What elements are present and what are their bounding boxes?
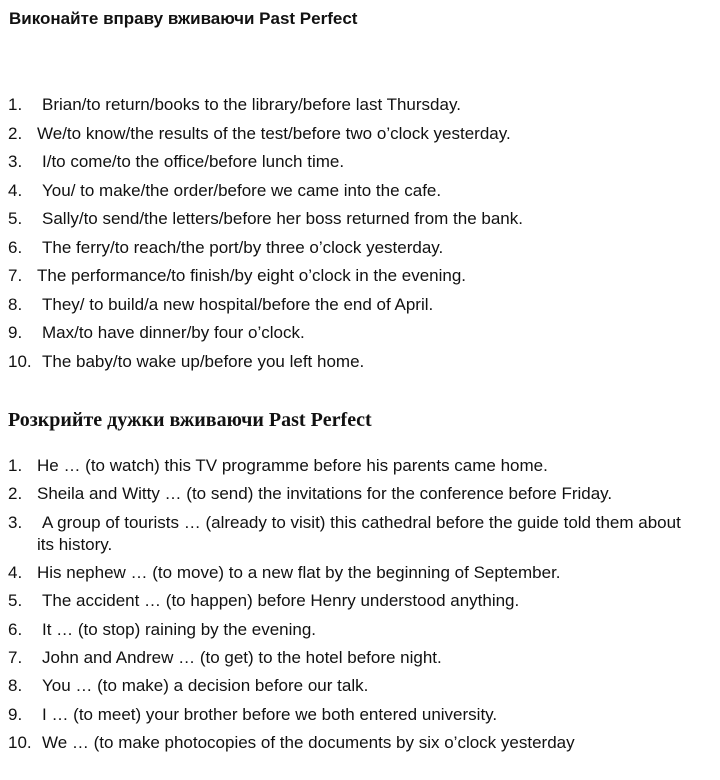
item-number: 4. [8, 180, 23, 200]
item-number: 5. [8, 591, 23, 611]
list-item [8, 180, 707, 209]
item-text: You … (to make) a decision before our talk. [42, 676, 369, 696]
list-item [8, 483, 707, 511]
item-number: 3. [8, 152, 23, 171]
item-number: 5. [8, 209, 23, 228]
exercise-1-list [8, 94, 707, 379]
list-item [8, 704, 707, 732]
item-text: We/to know/the results of the test/before two o’clock yesterday. [37, 123, 511, 143]
item-text: He … (to watch) this TV programme before his parents came home. [37, 456, 548, 475]
item-number: 9. [8, 704, 23, 724]
item-number: 6. [8, 237, 23, 257]
item-number: 1. [8, 456, 23, 475]
item-number: 9. [8, 323, 23, 342]
list-item [8, 123, 707, 152]
item-text: We … (to make photocopies of the documents by six o’clock yesterday [42, 733, 575, 753]
item-number: 6. [8, 619, 23, 639]
exercise-2-title: Розкрийте дужки вживаючи Past Perfect [8, 409, 372, 431]
item-number: 10. [8, 733, 32, 753]
item-number: 8. [8, 676, 23, 696]
item-number: 1. [8, 95, 23, 114]
exercise-1-title: Виконайте вправу вживаючи Past Perfect [9, 9, 358, 28]
item-number: 2. [8, 123, 23, 143]
item-number: 10. [8, 351, 32, 371]
list-item [8, 647, 707, 675]
item-text: The baby/to wake up/before you left home. [42, 351, 365, 371]
item-text: It … (to stop) raining by the evening. [42, 619, 317, 639]
list-item [8, 562, 707, 590]
item-text: The accident … (to happen) before Henry understood anything. [42, 591, 520, 611]
list-item [8, 732, 707, 760]
item-number: 7. [8, 266, 23, 285]
item-text: John and Andrew … (to get) to the hotel before night. [42, 647, 442, 667]
list-item [8, 237, 707, 266]
item-text: A group of tourists … (already to visit) this cathedral before the guide told them about its history. [37, 512, 681, 554]
item-text: I … (to meet) your brother before we both entered university. [42, 704, 498, 724]
item-text: Sally/to send/the letters/before her boss returned from the bank. [42, 209, 523, 228]
item-text: Sheila and Witty … (to send) the invitations for the conference before Friday. [37, 484, 613, 504]
list-item [8, 265, 707, 294]
list-item [8, 675, 707, 703]
item-text: Max/to have dinner/by four o’clock. [42, 323, 305, 342]
exercise-2-list [8, 455, 707, 761]
item-number: 2. [8, 484, 23, 504]
list-item [8, 322, 707, 351]
item-text: The ferry/to reach/the port/by three o’clock yesterday. [42, 237, 444, 257]
list-item [8, 351, 707, 380]
list-item [8, 208, 707, 237]
list-item [8, 94, 707, 123]
item-text: Brian/to return/books to the library/before last Thursday. [42, 95, 461, 114]
item-number: 7. [8, 647, 23, 667]
item-number: 8. [8, 294, 23, 314]
item-text: You/ to make/the order/before we came into the cafe. [42, 180, 442, 200]
list-item [8, 512, 707, 562]
item-number: 4. [8, 562, 23, 582]
item-text: The performance/to finish/by eight o’clock in the evening. [37, 266, 467, 285]
list-item [8, 294, 707, 323]
item-text: I/to come/to the office/before lunch time. [42, 152, 345, 171]
item-text: They/ to build/a new hospital/before the end of April. [42, 294, 434, 314]
list-item [8, 455, 707, 483]
item-number: 3. [8, 512, 23, 532]
list-item [8, 590, 707, 618]
list-item [8, 151, 707, 180]
list-item [8, 619, 707, 647]
item-text: His nephew … (to move) to a new flat by the beginning of September. [37, 562, 561, 582]
